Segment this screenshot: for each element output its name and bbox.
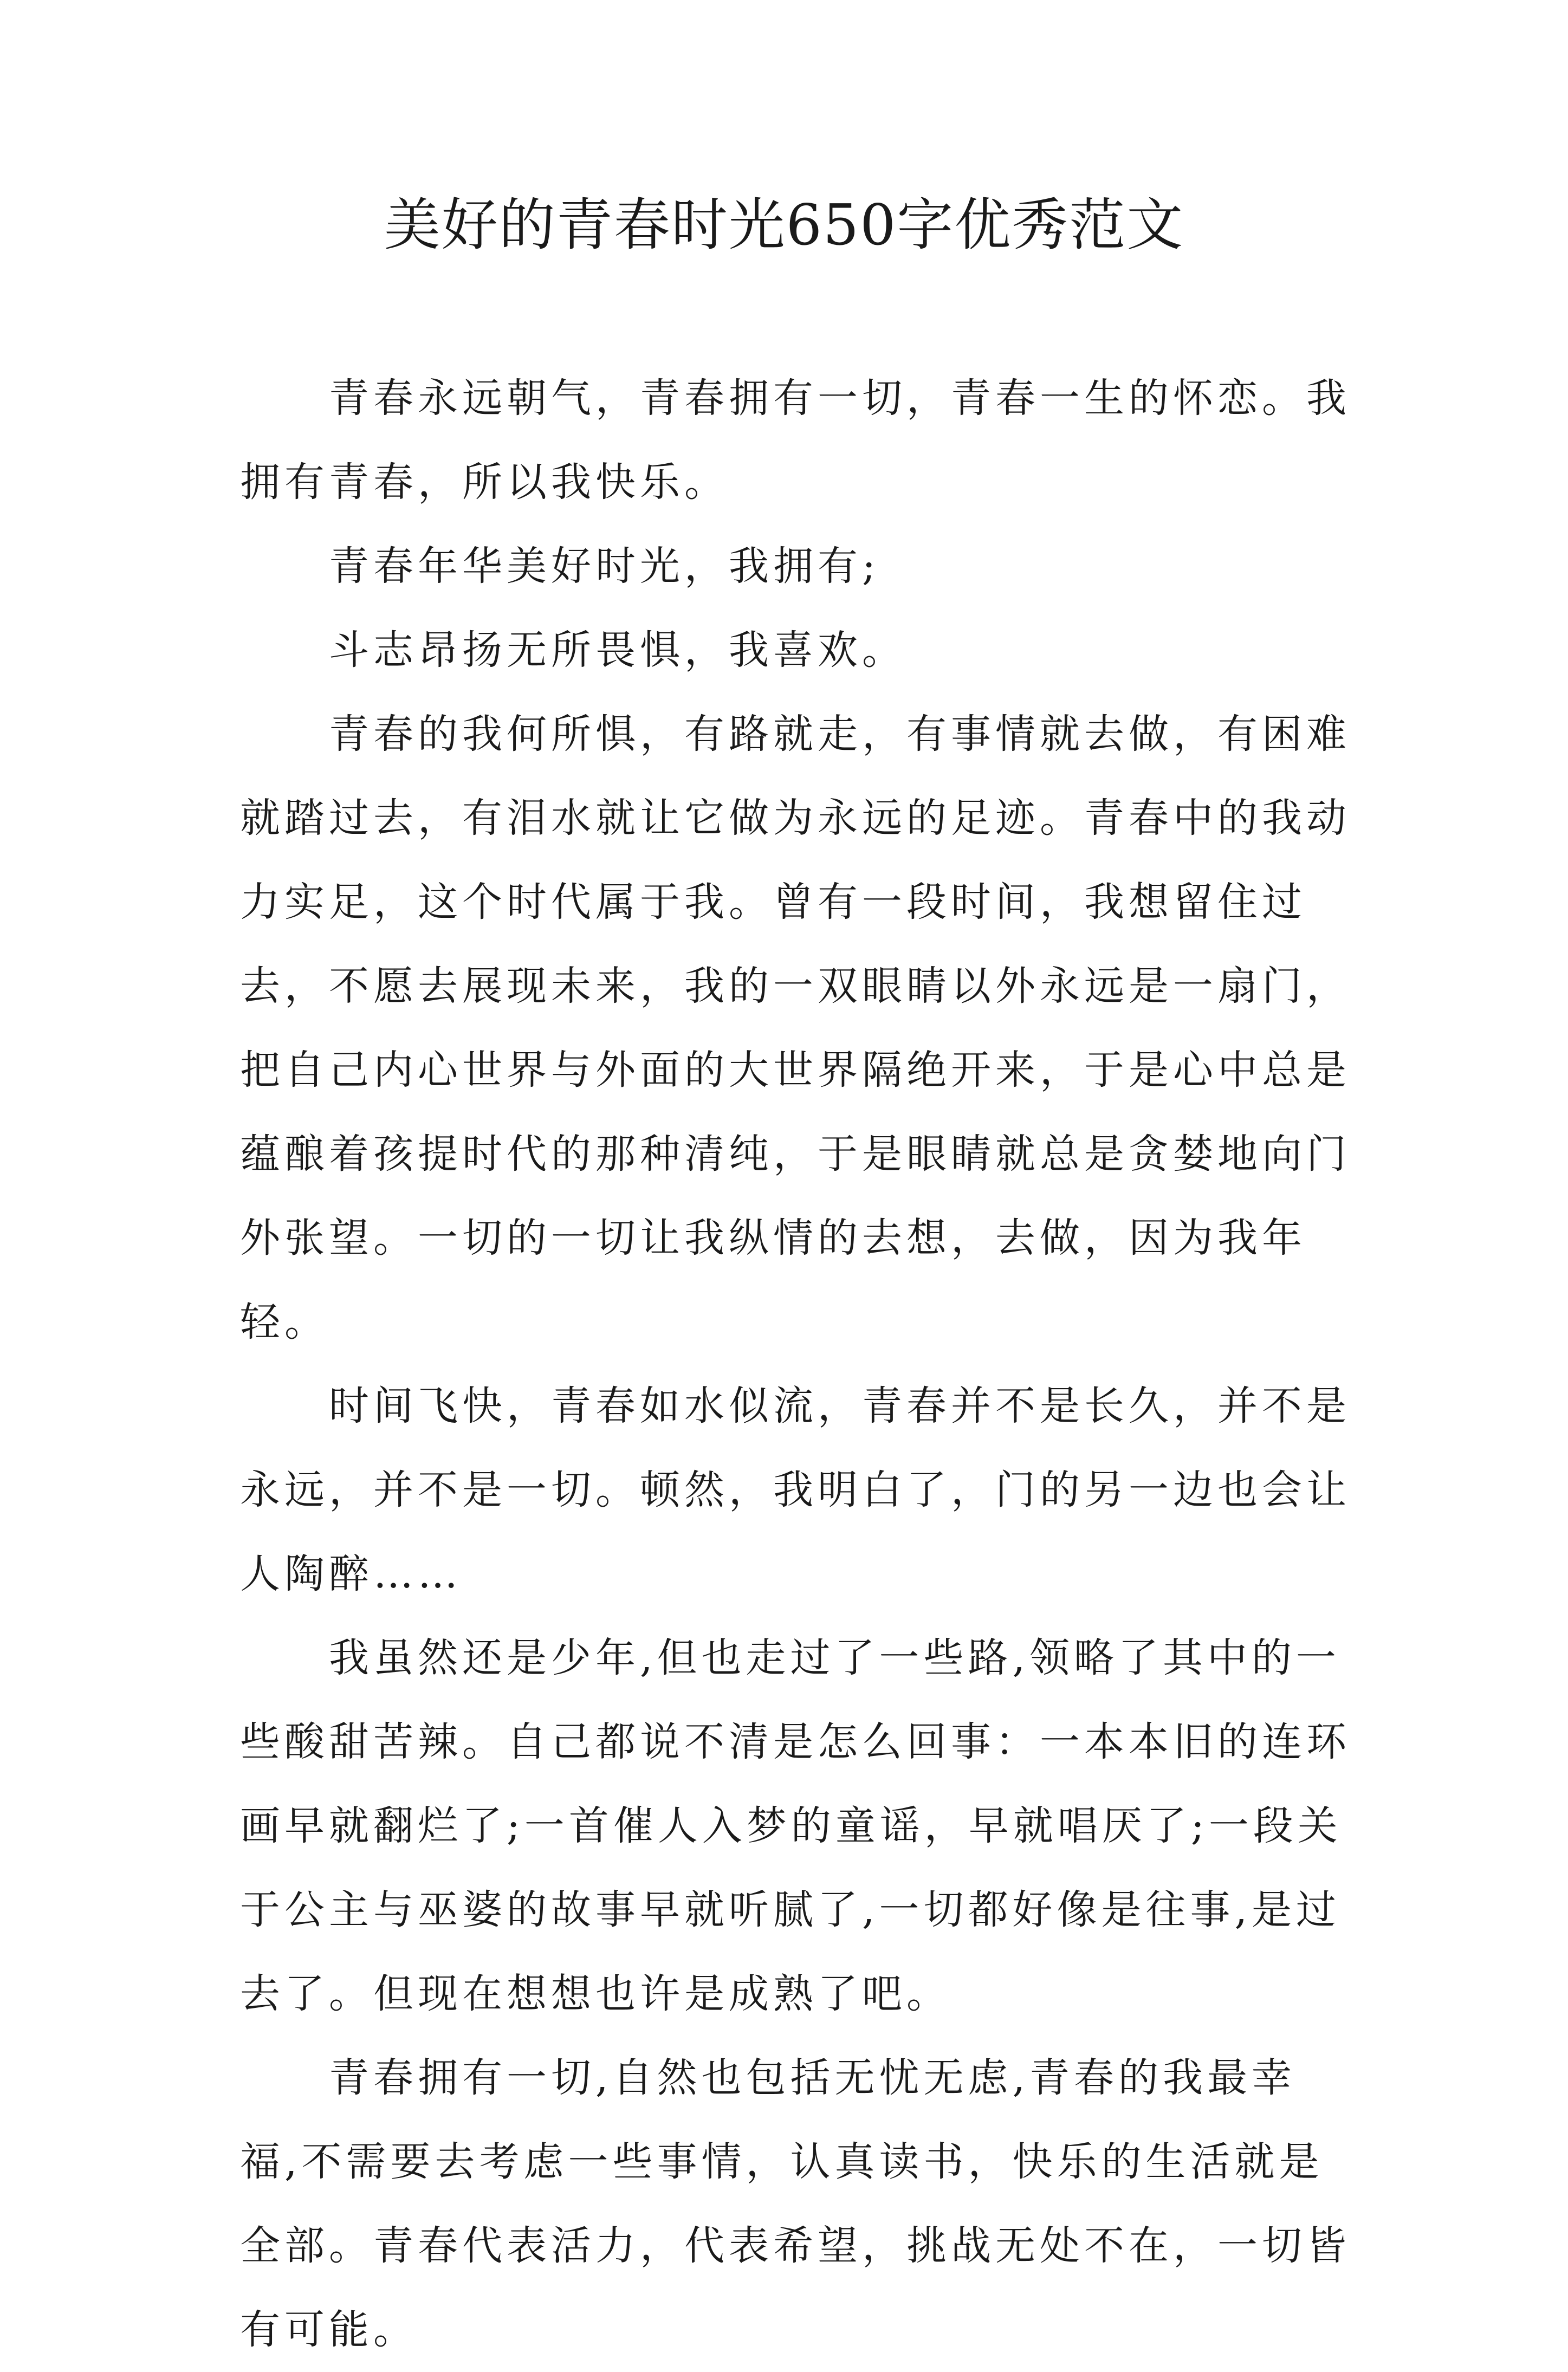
paragraph-3: 斗志昂扬无所畏惧，我喜欢。: [329, 627, 906, 673]
paragraph-5: 时间飞快，青春如水似流，青春并不是长久，并不是永远，并不是一切。顿然，我明白了，门的另一边也会让人陶醉……: [240, 1383, 1351, 1597]
paragraph-4: 青春的我何所惧，有路就走，有事情就去做，有困难就踏过去，有泪水就让它做为永远的足迹。青春中的我动力实足，这个时代属于我。曾有一段时间，我想留住过去，不愿去展现未来，我的一双眼睛以外永远是一扇门，把自己内心世界与外面的大世界隔绝开来，于是心中总是蕴酿着孩提时代的那种清纯，于是眼睛就总是贪婪地向门外张望。一切的一切让我纵情的去想，去做，因为我年轻。: [240, 711, 1351, 1345]
paragraph-7: 青春拥有一切,自然也包括无忧无虑,青春的我最幸福,不需要去考虑一些事情，认真读书，快乐的生活就是全部。青春代表活力，代表希望，挑战无处不在，一切皆有可能。: [240, 2055, 1351, 2353]
document-body: [240, 357, 1357, 2372]
paragraph-6: 我虽然还是少年,但也走过了一些路,领略了其中的一些酸甜苦辣。自己都说不清是怎么回事：一本本旧的连环画早就翻烂了;一首催人入梦的童谣，早就唱厌了;一段关于公主与巫婆的故事早就听腻了,一切都好像是往事,是过去了。但现在想想也许是成熟了吧。: [240, 1635, 1351, 2017]
paragraph-2: 青春年华美好时光，我拥有;: [329, 543, 880, 589]
paragraph-1: 青春永远朝气，青春拥有一切，青春一生的怀恋。我拥有青春，所以我快乐。: [240, 375, 1351, 505]
document-title: 美好的青春时光650字优秀范文: [384, 192, 1184, 258]
